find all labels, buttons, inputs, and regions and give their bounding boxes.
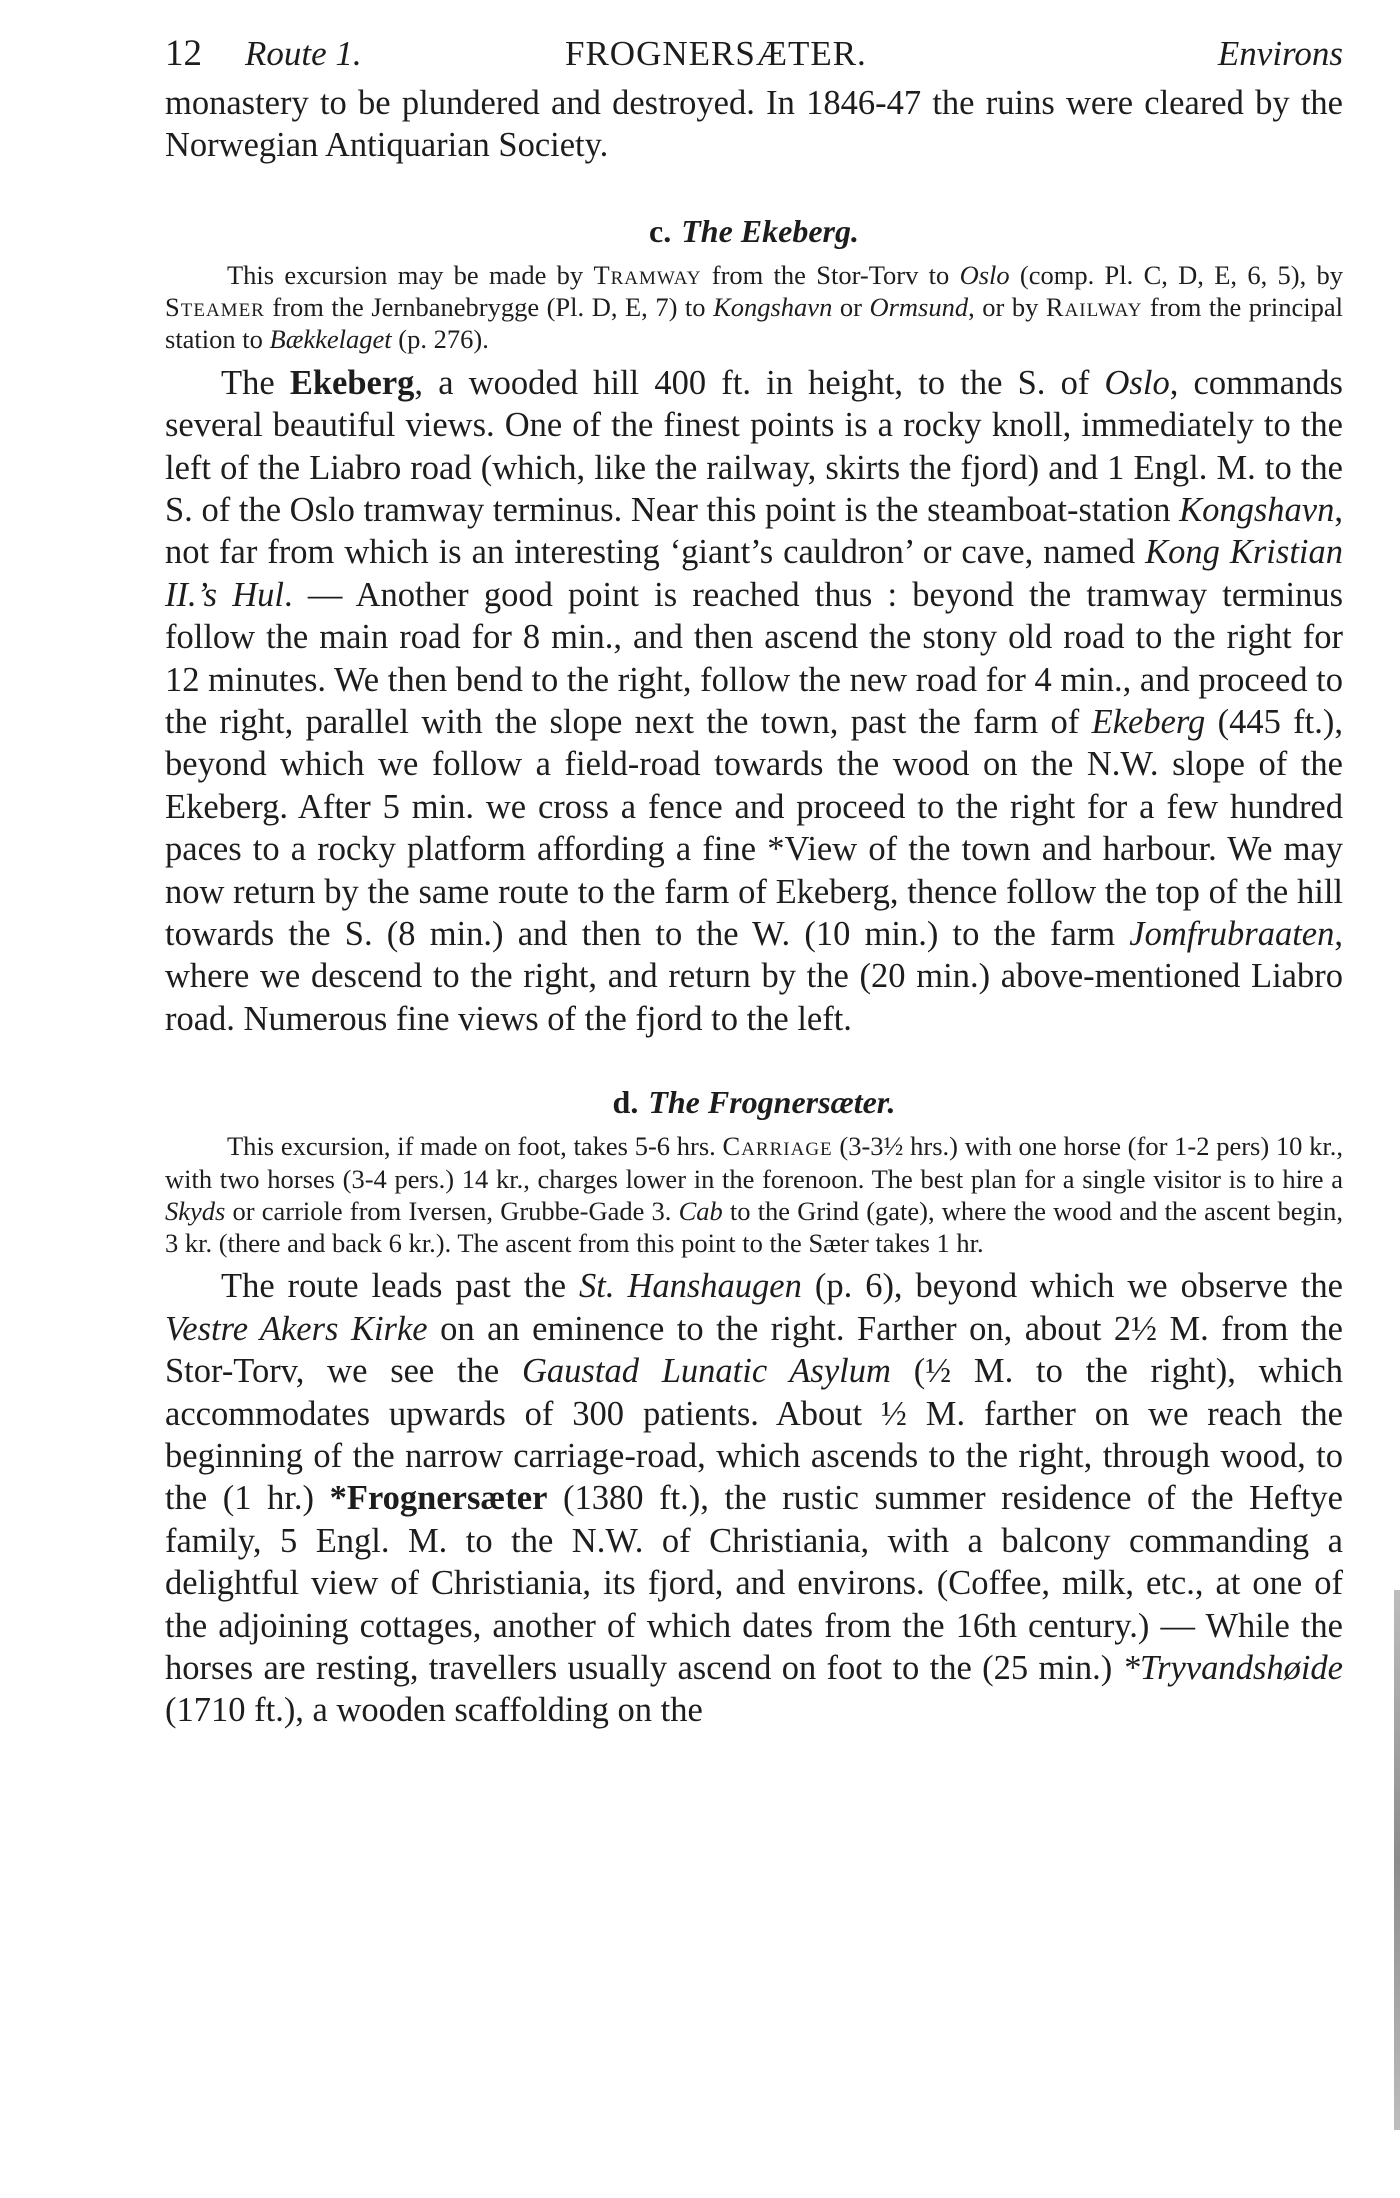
page-edge-shadow bbox=[1394, 1590, 1400, 2130]
section-c-note: This excursion may be made by Tramway from the Stor-Torv to Oslo (comp. Pl. C, D, E, 6, 5), by Steamer from the Jernbanebrygge (Pl. D, E, 7) to Kongshavn or Ormsund, or by Railway from the principal station to Bækkelaget (p. 276). bbox=[165, 259, 1343, 355]
section-d-letter: d. bbox=[612, 1084, 639, 1121]
route-label: Route 1. bbox=[245, 34, 362, 73]
steamer-term: Steamer bbox=[165, 292, 265, 323]
section-c-name: The Ekeberg. bbox=[681, 212, 859, 249]
page-number: 12 bbox=[165, 33, 202, 74]
carriage-term: Carriage bbox=[722, 1131, 833, 1162]
section-d-note: This excursion, if made on foot, takes 5-6 hrs. Carriage (3-3½ hrs.) with one horse (for 1-2 pers) 10 kr., with two horses (3-4 pers.) 14 kr., charges lower in the forenoon. The best plan for a single visitor is to hire a Skyds or carriole from Iversen, Grubbe-Gade 3. Cab to the Grind (gate), where the wood and the ascent begin, 3 kr. (there and back 6 kr.). The ascent from this point to the Sæter takes 1 hr. bbox=[165, 1131, 1343, 1259]
section-c-heading bbox=[165, 211, 1343, 251]
page-title: FROGNERSÆTER. bbox=[565, 34, 867, 73]
section-label: Environs bbox=[1217, 34, 1343, 73]
tramway-term: Tramway bbox=[593, 259, 702, 290]
section-d-heading bbox=[165, 1082, 1343, 1122]
section-d-name: The Frognersæter. bbox=[648, 1084, 896, 1121]
intro-paragraph: monastery to be plundered and destroyed. In 1846-47 the ruins were cleared by the Norwegian Antiquarian Society. bbox=[165, 84, 1343, 165]
book-page bbox=[165, 30, 1343, 1732]
railway-term: Railway bbox=[1045, 292, 1143, 323]
running-head bbox=[165, 30, 1343, 78]
frognersaeter-keyword: *Frognersæter bbox=[329, 1479, 548, 1518]
section-c-letter: c. bbox=[649, 212, 672, 249]
section-d-body: The route leads past the St. Hanshaugen (p. 6), beyond which we observe the Vestre Akers Kirke on an eminence to the right. Farther on, about 2½ M. from the Stor-Torv, we see the Gaustad Lunatic Asylum (½ M. to the right), which accommodates upwards of 300 patients. About ½ M. farther on we reach the beginning of the narrow carriage-road, which ascends to the right, through wood, to the (1 hr.) *Frognersæter (1380 ft.), the rustic summer residence of the Heftye family, 5 Engl. M. to the N.W. of Christiania, with a balcony commanding a delightful view of Christiania, its fjord, and environs. (Coffee, milk, etc., at one of the adjoining cottages, another of which dates from the 16th century.) — While the horses are resting, travellers usually ascend on foot to the (25 min.) *Tryvandshøide (1710 ft.), a wooden scaffolding on the bbox=[165, 1267, 1343, 1730]
ekeberg-keyword: Ekeberg bbox=[289, 363, 415, 402]
section-c-body: The Ekeberg, a wooded hill 400 ft. in height, to the S. of Oslo, commands several beautiful views. One of the finest points is a rocky knoll, immediately to the left of the Liabro road (which, like the railway, skirts the fjord) and 1 Engl. M. to the S. of the Oslo tramway terminus. Near this point is the steamboat-station Kongshavn, not far from which is an interesting ‘giant’s cauldron’ or cave, named Kong Kristian II.’s Hul. — Another good point is reached thus : beyond the tramway terminus follow the main road for 8 min., and then ascend the stony old road to the right for 12 minutes. We then bend to the right, follow the new road for 4 min., and proceed to the right, parallel with the slope next the town, past the farm of Ekeberg (445 ft.), beyond which we follow a field-road towards the wood on the N.W. slope of the Ekeberg. After 5 min. we cross a fence and proceed to the right for a few hundred paces to a rocky platform affording a fine *View of the town and harbour. We may now return by the same route to the farm of Ekeberg, thence follow the top of the hill towards the S. (8 min.) and then to the W. (10 min.) to the farm Jomfrubraaten, where we descend to the right, and return by the (20 min.) above-mentioned Liabro road. Numerous fine views of the fjord to the left. bbox=[165, 363, 1343, 1038]
